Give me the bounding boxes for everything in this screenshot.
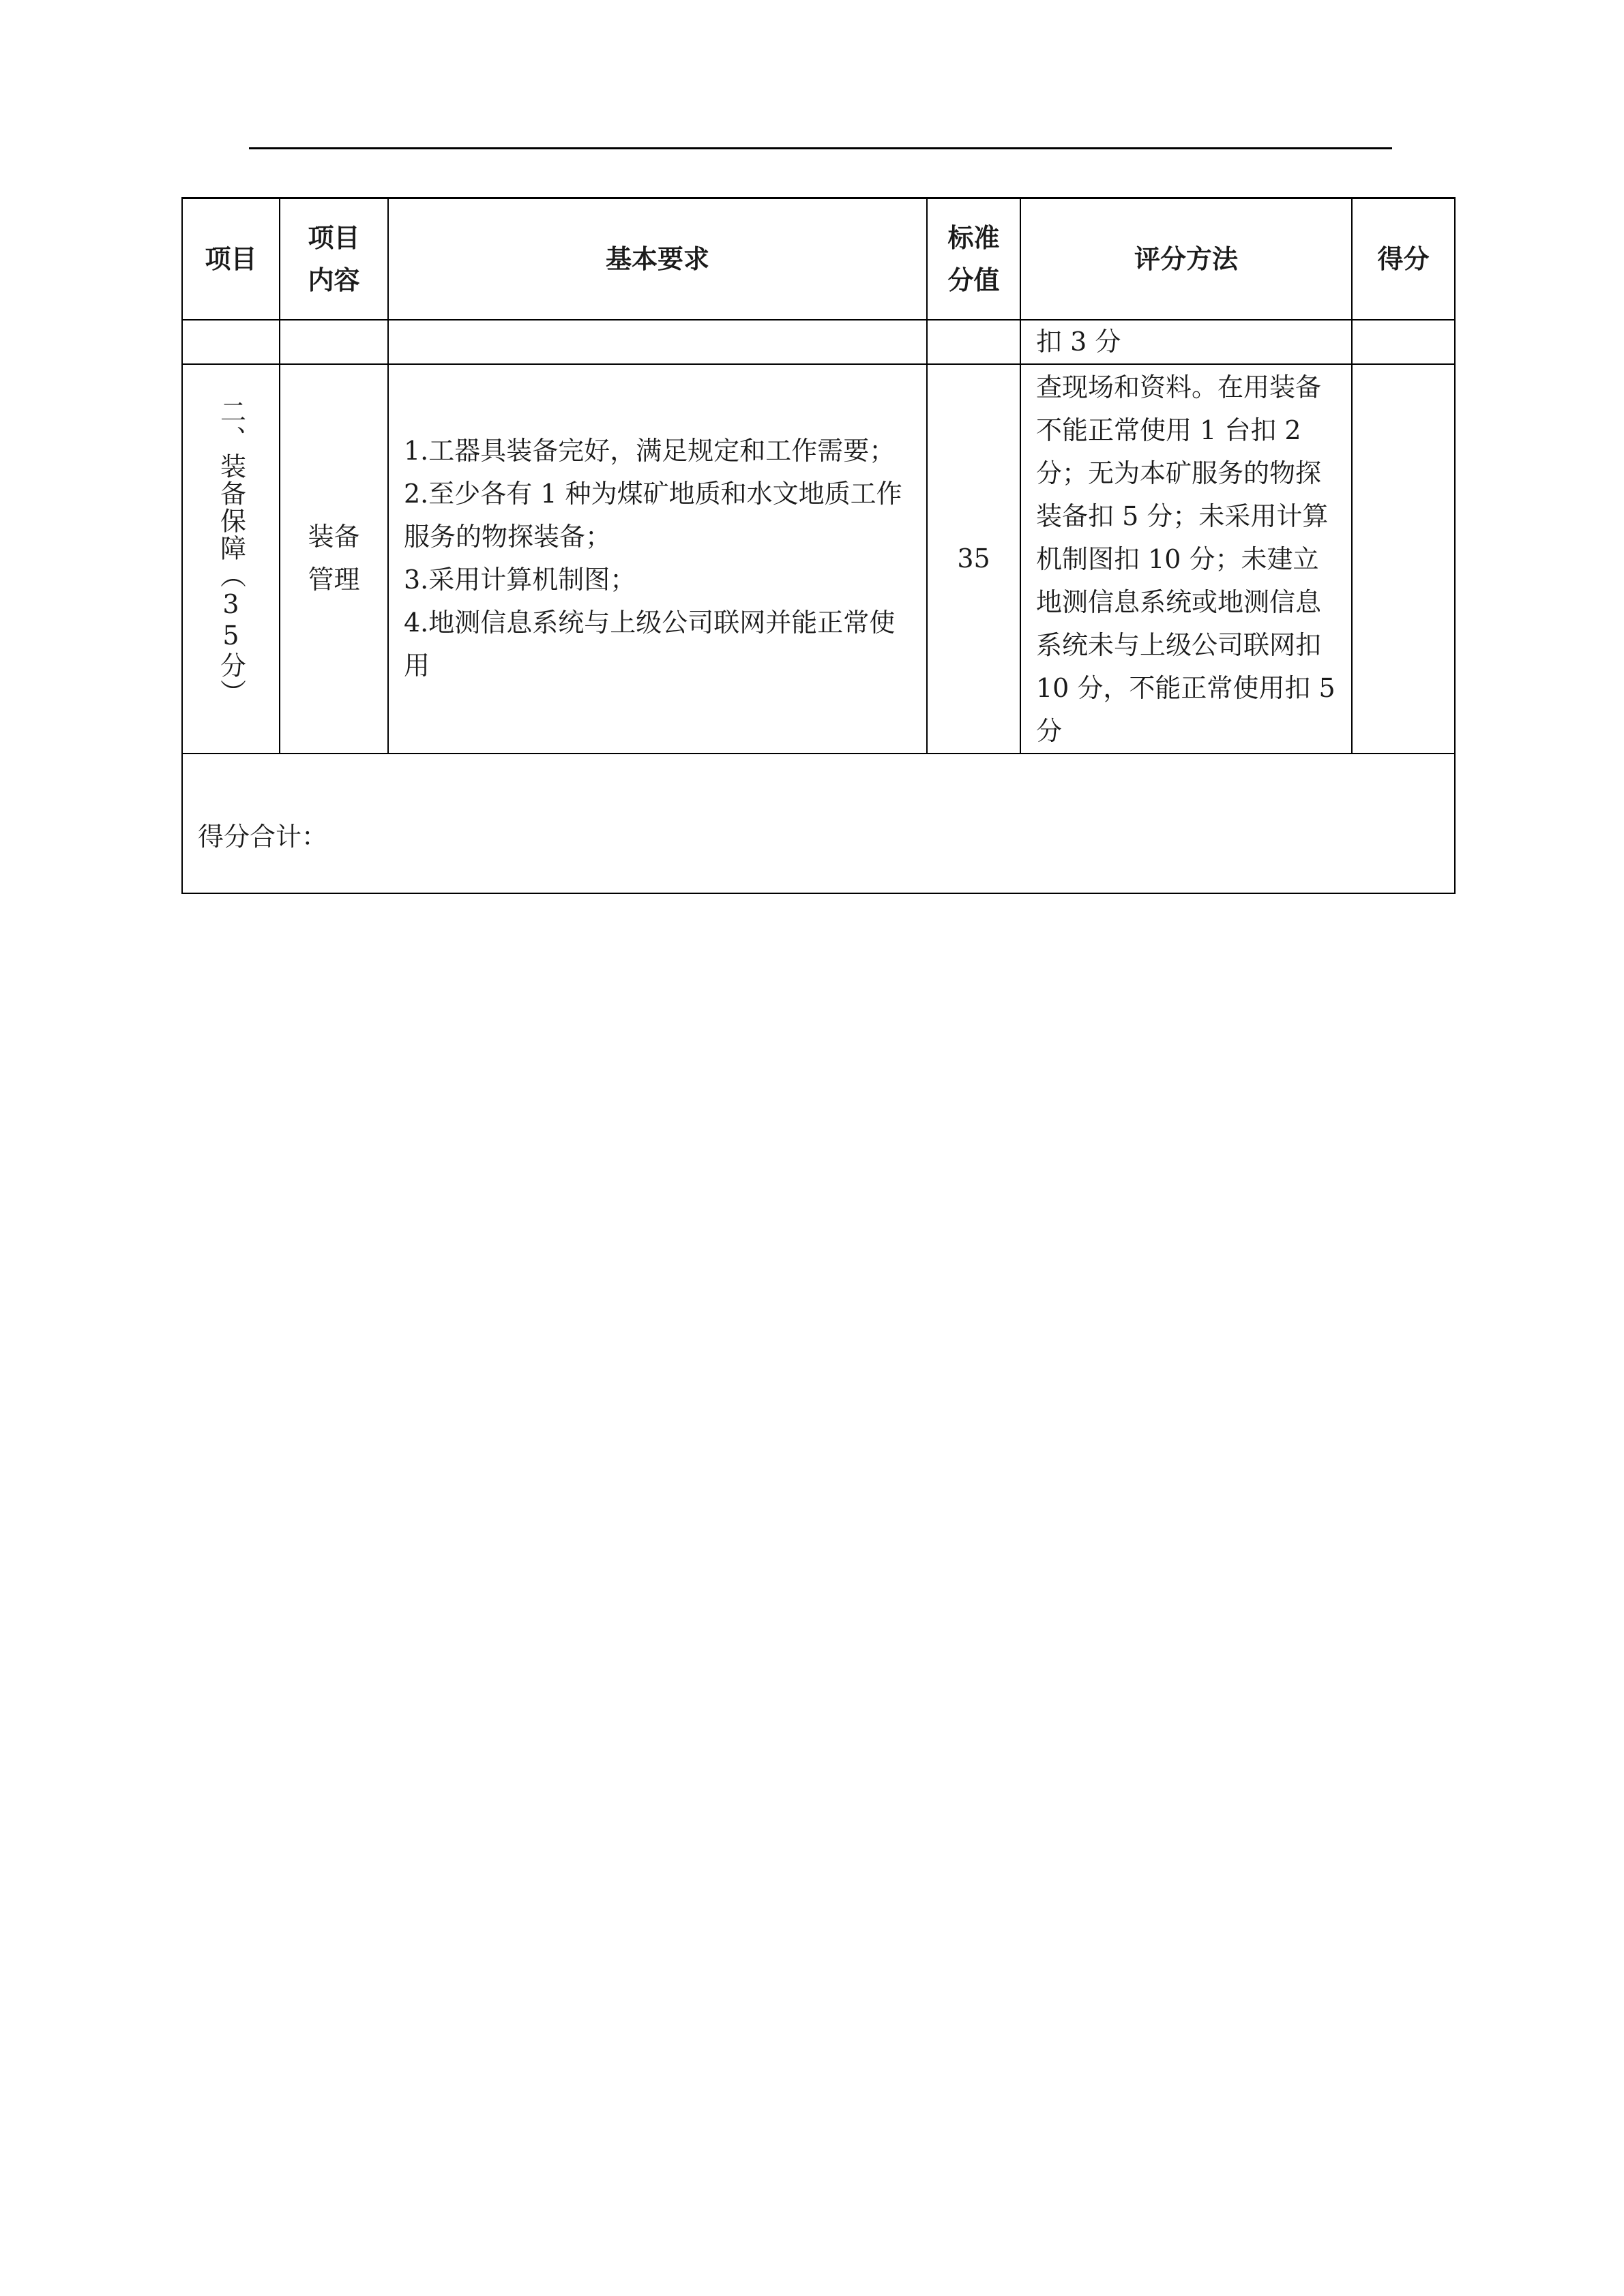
header-rule xyxy=(249,147,1392,149)
header-score: 得分 xyxy=(1352,198,1455,320)
table-row xyxy=(182,320,1455,364)
table-row xyxy=(182,364,1455,754)
total-score-cell xyxy=(182,754,1455,893)
requirement-item: 2.至少各有 1 种为煤矿地质和水文地质工作服务的物探装备； xyxy=(404,479,902,552)
header-content: 项目 内容 xyxy=(280,198,388,320)
cont-project-cell xyxy=(182,320,280,364)
table-header-row xyxy=(182,198,1455,320)
project-cell xyxy=(182,364,280,754)
header-standard-score: 标准 分值 xyxy=(927,198,1020,320)
content-cell: 装备 管理 xyxy=(280,364,388,754)
cont-standard-cell xyxy=(927,320,1020,364)
cont-score-cell xyxy=(1352,320,1455,364)
total-label: 得分合计： xyxy=(198,821,328,852)
requirement-item: 1.工器具装备完好，满足规定和工作需要； xyxy=(404,436,896,466)
header-requirements: 基本要求 xyxy=(388,198,927,320)
scoring-table xyxy=(181,197,1456,894)
project-label: 二、装备保障（35分） xyxy=(216,398,246,706)
scoring-method-cell: 查现场和资料。在用装备不能正常使用 1 台扣 2 分；无为本矿服务的物探装备扣 5 分；未采用计算机制图扣 10 分；未建立地测信息系统或地测信息系统未与上级公司联网扣 10 分，不能正常使用扣 5 分 xyxy=(1020,364,1352,754)
cont-method-cell: 扣 3 分 xyxy=(1020,320,1352,364)
header-scoring-method: 评分方法 xyxy=(1020,198,1352,320)
cont-content-cell xyxy=(280,320,388,364)
score-cell[interactable] xyxy=(1352,364,1455,754)
total-row xyxy=(182,754,1455,893)
requirements-cell xyxy=(388,364,927,754)
requirement-item: 3.采用计算机制图； xyxy=(404,565,636,595)
header-project: 项目 xyxy=(182,198,280,320)
cont-requirements-cell xyxy=(388,320,927,364)
requirement-item: 4.地测信息系统与上级公司联网并能正常使用 xyxy=(404,608,896,681)
standard-score-cell: 35 xyxy=(927,364,1020,754)
